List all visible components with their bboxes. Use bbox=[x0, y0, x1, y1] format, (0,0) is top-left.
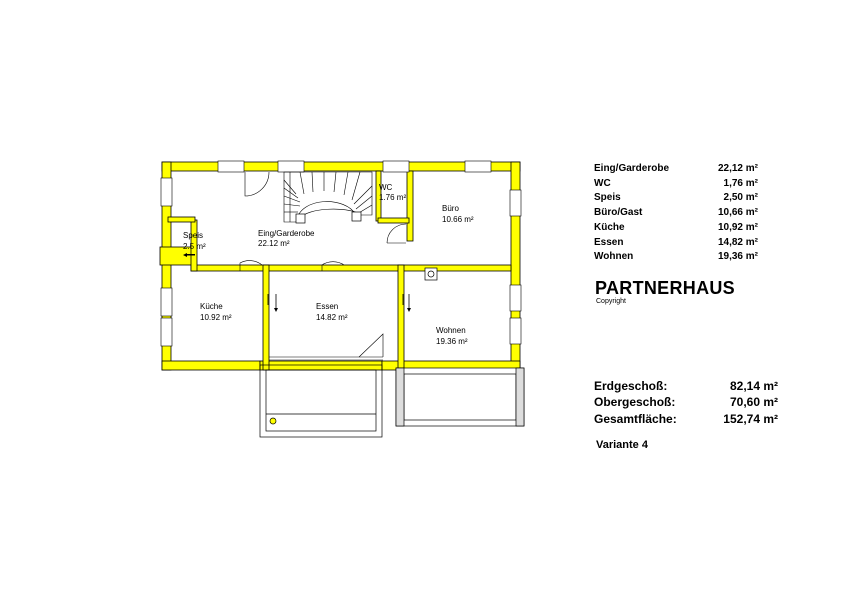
area-row-name: Eing/Garderobe bbox=[594, 163, 670, 174]
area-row bbox=[594, 250, 758, 265]
balcony-inner bbox=[404, 374, 516, 420]
total-row bbox=[594, 378, 778, 394]
room-area-eing: 22.12 m² bbox=[258, 239, 290, 248]
total-row bbox=[594, 394, 778, 410]
balcony-rail-west bbox=[396, 368, 404, 426]
room-area-essen: 14.82 m² bbox=[316, 313, 348, 322]
area-row bbox=[594, 221, 758, 236]
total-value: 152,74 m² bbox=[723, 411, 778, 426]
area-row-name: Büro/Gast bbox=[594, 207, 643, 219]
terrace-outline bbox=[260, 365, 382, 437]
terrace bbox=[260, 365, 382, 437]
total-label: Erdgeschoß: bbox=[594, 379, 668, 393]
wall-essen-wohnen bbox=[398, 265, 404, 370]
window-north-3 bbox=[383, 161, 409, 172]
total-value: 70,60 m² bbox=[729, 395, 778, 410]
area-row-name: Essen bbox=[594, 236, 624, 248]
area-row-value: 10,66 m² bbox=[717, 207, 758, 219]
terrace-post bbox=[270, 418, 276, 424]
room-area-wc: 1.76 m² bbox=[379, 193, 407, 202]
total-value: 82,14 m² bbox=[729, 379, 778, 393]
room-labels bbox=[183, 183, 474, 346]
window-west-3 bbox=[161, 318, 172, 346]
area-row bbox=[594, 177, 758, 192]
wall-speis-north bbox=[168, 217, 195, 222]
room-name-buero: Büro bbox=[442, 204, 459, 213]
door-entry bbox=[245, 172, 269, 196]
room-name-essen: Essen bbox=[316, 302, 339, 311]
area-row-name: Wohnen bbox=[594, 251, 634, 263]
area-row-name: Küche bbox=[594, 221, 625, 233]
area-row-value: 14,82 m² bbox=[717, 236, 758, 248]
totals-table bbox=[594, 378, 778, 427]
stair-arc bbox=[300, 209, 360, 218]
total-label: Obergeschoß: bbox=[594, 395, 676, 410]
terrace-inner bbox=[266, 370, 376, 431]
room-name-wohnen: Wohnen bbox=[436, 326, 466, 335]
area-row bbox=[594, 191, 758, 206]
area-row-value: 1,76 m² bbox=[723, 177, 758, 189]
brand-subtitle: Copyright bbox=[596, 298, 626, 305]
window-north-1 bbox=[218, 161, 244, 172]
balcony-rail-east bbox=[516, 368, 524, 426]
window-west-2 bbox=[161, 288, 172, 316]
chimney bbox=[425, 268, 437, 280]
area-row bbox=[594, 162, 758, 177]
wall-wc-buero bbox=[407, 171, 413, 241]
room-name-speis: Speis bbox=[183, 231, 204, 240]
window-north-2 bbox=[278, 161, 304, 172]
area-row bbox=[594, 236, 758, 251]
wall-middle-horizontal bbox=[191, 265, 511, 271]
area-row-value: 19,36 m² bbox=[717, 251, 758, 263]
door-wc bbox=[387, 224, 406, 243]
variant-label: Variante 4 bbox=[596, 439, 648, 451]
room-name-eing: Eing/Garderobe bbox=[258, 229, 315, 238]
room-area-speis: 2.5 m² bbox=[183, 242, 206, 251]
door-terrace bbox=[359, 334, 383, 357]
total-row bbox=[594, 411, 778, 427]
room-area-wohnen: 19.36 m² bbox=[436, 337, 468, 346]
wall-south-west bbox=[162, 361, 260, 370]
room-name-kueche: Küche bbox=[200, 302, 223, 311]
area-row-value: 2,50 m² bbox=[723, 192, 758, 204]
window-east-1 bbox=[510, 190, 521, 216]
room-name-wc: WC bbox=[379, 183, 393, 192]
window-north-4 bbox=[465, 161, 491, 172]
window-east-2 bbox=[510, 285, 521, 311]
area-table bbox=[594, 162, 758, 265]
wall-wc-south bbox=[378, 218, 409, 223]
area-row-value: 22,12 m² bbox=[717, 163, 758, 174]
area-row-name: Speis bbox=[594, 192, 621, 204]
area-row-name: WC bbox=[594, 177, 611, 189]
room-area-kueche: 10.92 m² bbox=[200, 313, 232, 322]
wall-kueche-essen bbox=[263, 265, 269, 370]
area-row bbox=[594, 206, 758, 221]
room-area-buero: 10.66 m² bbox=[442, 215, 474, 224]
balcony bbox=[396, 368, 524, 426]
wall-south-mid bbox=[260, 361, 382, 370]
total-label: Gesamtfläche: bbox=[594, 411, 677, 426]
window-west-1 bbox=[161, 178, 172, 206]
area-row-value: 10,92 m² bbox=[717, 221, 758, 233]
brand-title: PARTNERHAUS bbox=[595, 278, 735, 298]
window-east-3 bbox=[510, 318, 521, 344]
